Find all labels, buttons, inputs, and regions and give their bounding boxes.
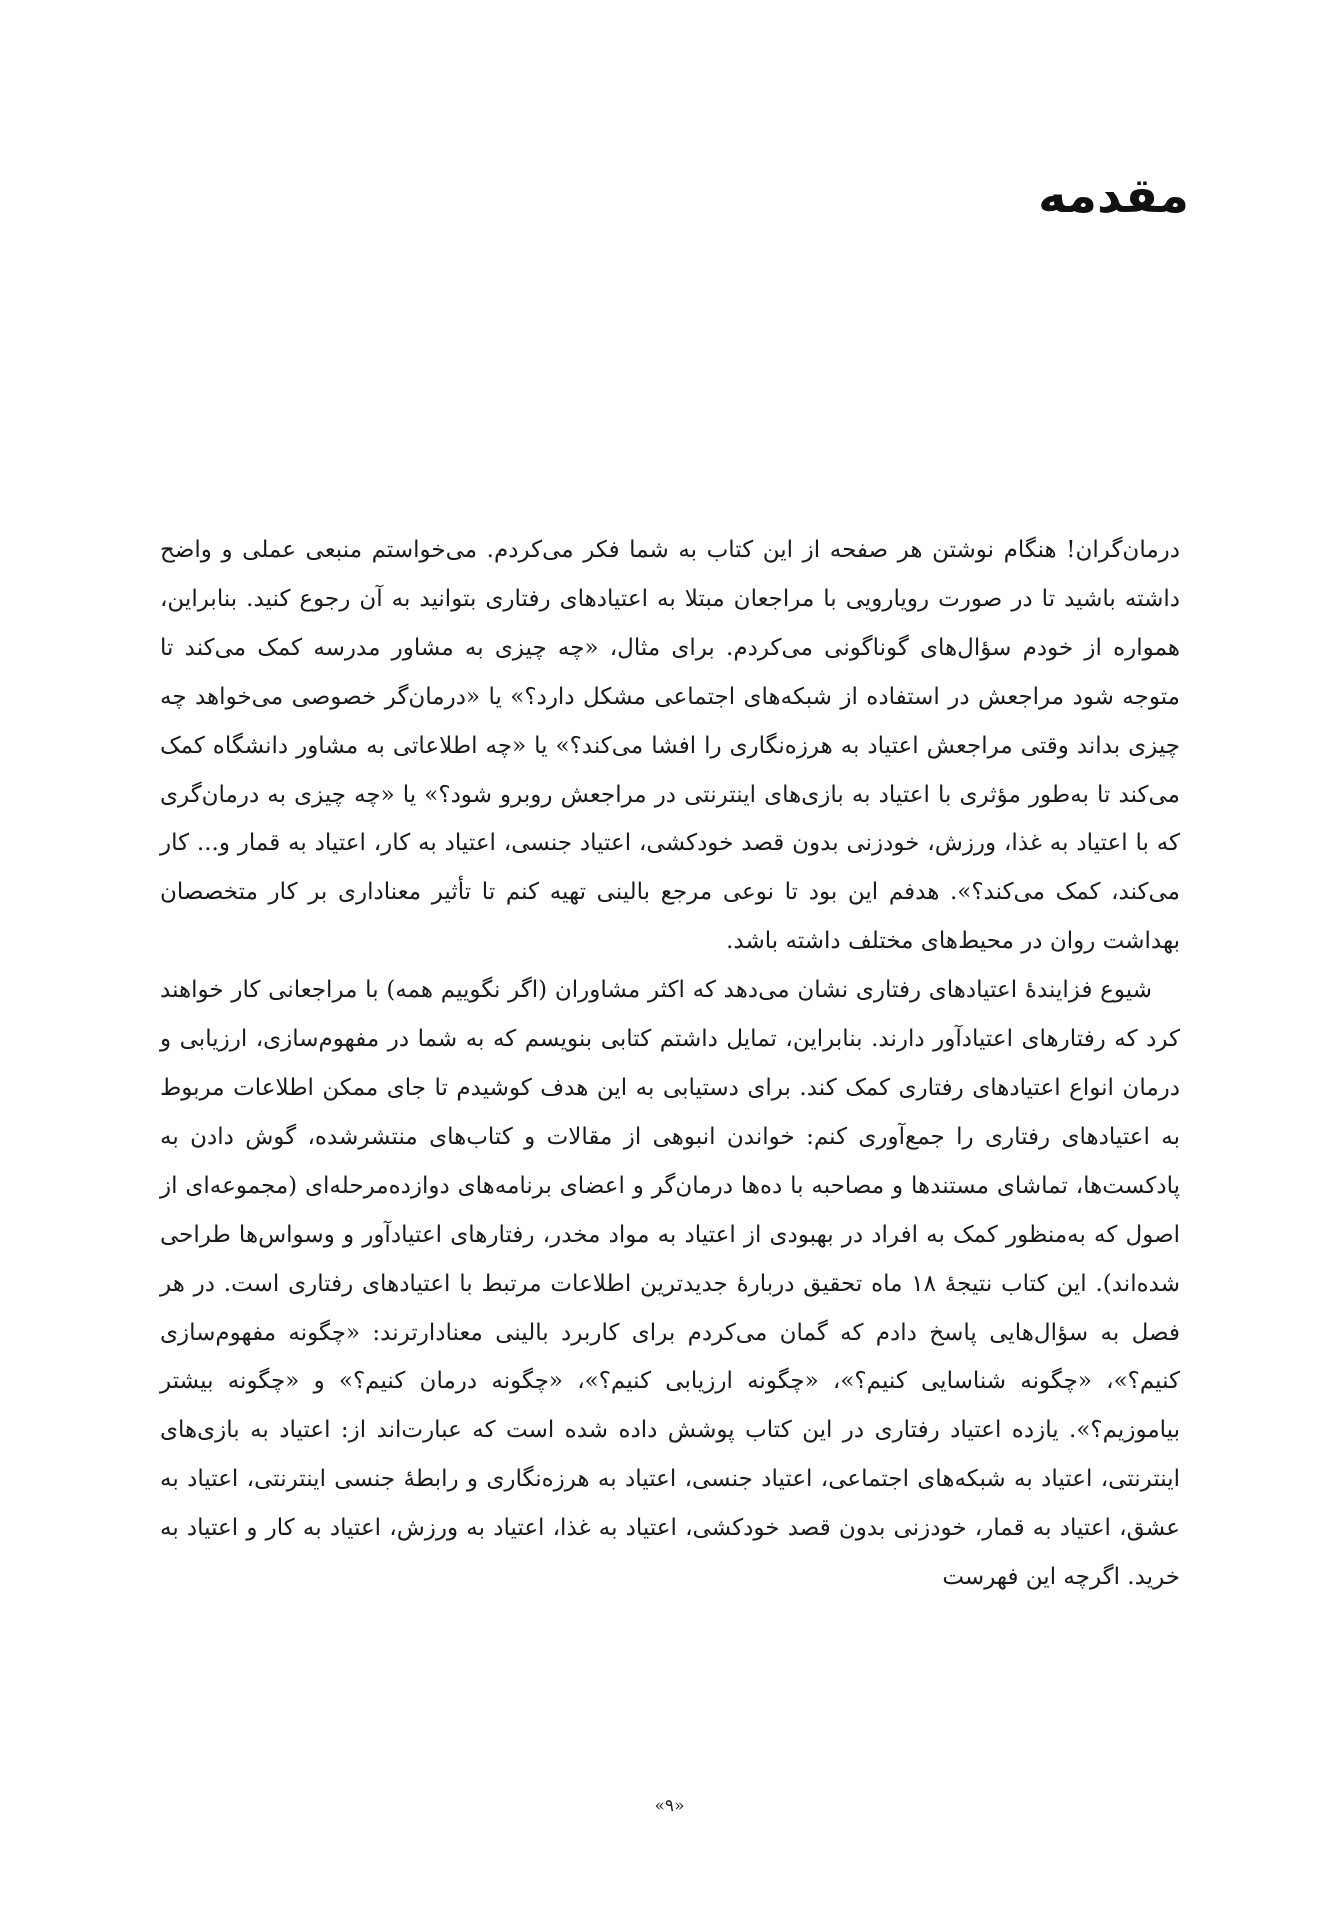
- body-text: [160, 526, 1180, 1602]
- chapter-title: مقدمه: [1038, 168, 1189, 224]
- paragraph-2: شیوع فزایندهٔ اعتیادهای رفتاری نشان می‌دهد که اکثر مشاوران (اگر نگوییم همه) با مراجعانی کار خواهند کرد که رفتارهای اعتیادآور دارند. بنابراین، تمایل داشتم کتابی بنویسم که به شما در مفهوم‌سازی، ارزیابی و درمان انواع اعتیادهای رفتاری کمک کند. برای دستیابی به این هدف کوشیدم تا جای ممکن اطلاعات مربوط به اعتیادهای رفتاری را جمع‌آوری کنم: خواندن انبوهی از مقالات و کتاب‌های منتشرشده، گوش دادن به پادکست‌ها، تماشای مستندها و مصاحبه با ده‌ها درمان‌گر و اعضای برنامه‌های دوازده‌مرحله‌ای (مجموعه‌ای از اصول که به‌منظور کمک به افراد در بهبودی از اعتیاد به مواد مخدر، رفتارهای اعتیادآور و وسواس‌ها طراحی شده‌اند). این کتاب نتیجهٔ ۱۸ ماه تحقیق دربارهٔ جدیدترین اطلاعات مرتبط با اعتیادهای رفتاری است. در هر فصل به سؤال‌هایی پاسخ دادم که گمان می‌کردم برای کاربرد بالینی معنادارترند: «چگونه مفهوم‌سازی کنیم؟»، «چگونه شناسایی کنیم؟»، «چگونه ارزیابی کنیم؟»، «چگونه درمان کنیم؟» و «چگونه بیشتر بیاموزیم؟». یازده اعتیاد رفتاری در این کتاب پوشش داده شده است که عبارت‌اند از: اعتیاد به بازی‌های اینترنتی، اعتیاد به شبکه‌های اجتماعی، اعتیاد جنسی، اعتیاد به هرزه‌نگاری و رابطهٔ جنسی اینترنتی، اعتیاد به عشق، اعتیاد به قمار، خودزنی بدون قصد خودکشی، اعتیاد به غذا، اعتیاد به ورزش، اعتیاد به کار و اعتیاد به خرید. اگرچه این فهرست: [160, 977, 1180, 1591]
- paragraph-1: درمان‌گران! هنگام نوشتن هر صفحه از این کتاب به شما فکر می‌کردم. می‌خواستم منبعی عملی و واضح داشته باشید تا در صورت رویارویی با مراجعان مبتلا به اعتیادهای رفتاری بتوانید به آن رجوع کنید. بنابراین، همواره از خودم سؤال‌های گوناگونی می‌کردم. برای مثال، «چه چیزی به مشاور مدرسه کمک می‌کند تا متوجه شود مراجعش در استفاده از شبکه‌های اجتماعی مشکل دارد؟» یا «درمان‌گر خصوصی می‌خواهد چه چیزی بداند وقتی مراجعش اعتیاد به هرزه‌نگاری را افشا می‌کند؟» یا «چه اطلاعاتی به مشاور دانشگاه کمک می‌کند تا به‌طور مؤثری با اعتیاد به بازی‌های اینترنتی در مراجعش روبرو شود؟» یا «چه چیزی به درمان‌گری که با اعتیاد به غذا، ورزش، خودزنی بدون قصد خودکشی، اعتیاد جنسی، اعتیاد به کار، اعتیاد به قمار و... کار می‌کند، کمک می‌کند؟». هدفم این بود تا نوعی مرجع بالینی تهیه کنم تا تأثیر معناداری بر کار متخصصان بهداشت روان در محیط‌های مختلف داشته باشد.: [160, 537, 1180, 955]
- page-number: «۹»: [654, 1796, 685, 1816]
